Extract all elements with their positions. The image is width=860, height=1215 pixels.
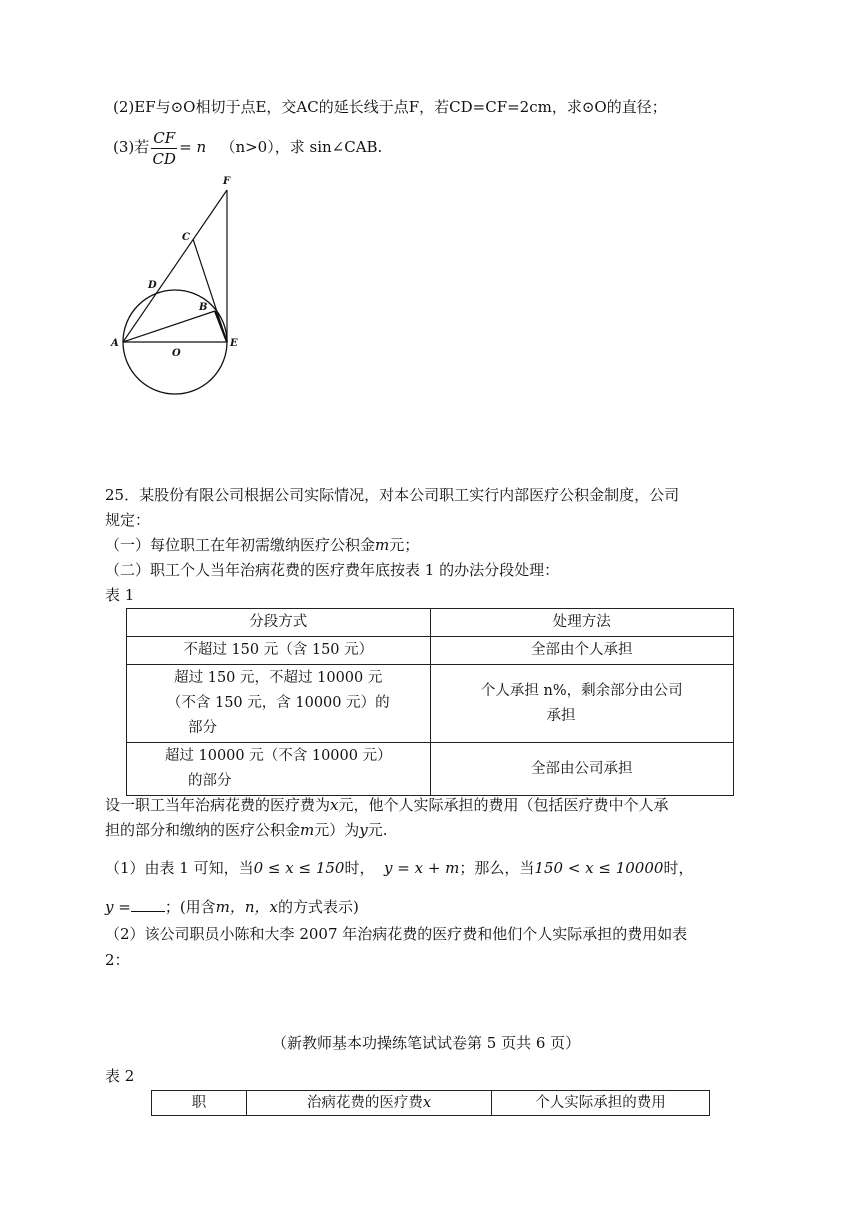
table-row	[127, 637, 734, 665]
cell-line: 超过 150 元，不超过 10000 元	[174, 670, 383, 686]
desc-text: 设一职工当年治病花费的医疗费为	[105, 796, 331, 814]
desc-text: 元）为	[314, 821, 360, 839]
cell-line: 超过 10000 元（不含 10000 元）	[164, 748, 392, 764]
fraction-numerator: CF	[153, 128, 176, 147]
rule1-unit: 元；	[389, 536, 420, 554]
cell-line: （不含 150 元，含 10000 元）的	[166, 695, 390, 711]
fraction-denominator: CD	[152, 149, 176, 168]
table-header-cell: 处理方法	[430, 609, 734, 637]
header-text: 治病花费的医疗费	[306, 1095, 423, 1111]
table-cell	[127, 743, 431, 796]
table-row	[127, 743, 734, 796]
table-header-cell: 职	[152, 1091, 247, 1116]
var-y: y	[359, 821, 368, 839]
geometry-figure	[105, 170, 255, 405]
rule1-text: （一）每位职工在年初需缴纳医疗公积金	[105, 536, 376, 554]
sub1-condition-1: 0 ≤ x ≤ 150	[253, 859, 345, 877]
desc-text: 元，他个人实际承担的费用（包括医疗费中个人承	[338, 796, 669, 814]
q25-desc-line2	[105, 820, 388, 840]
q24-part3	[113, 126, 382, 169]
sub1-condition-2: 150 < x ≤ 10000	[534, 859, 664, 877]
cell-line: 部分	[188, 720, 217, 736]
table-header-cell: 分段方式	[127, 609, 431, 637]
label-a: A	[111, 338, 119, 349]
desc-text: 担的部分和缴纳的医疗公积金	[105, 821, 301, 839]
sub1-hint: ；(用含	[164, 898, 216, 916]
table-cell	[430, 665, 734, 743]
cell-line: 承担	[546, 707, 576, 724]
sub1-equation: y = x + m	[384, 859, 460, 877]
q25-sub2-line1: （2）该公司职员小陈和大李 2007 年治病花费的医疗费和他们个人实际承担的费用如表	[105, 925, 688, 943]
sub1-text: 时，	[663, 859, 694, 877]
q25-sub1	[105, 858, 693, 878]
var-m: m	[300, 821, 315, 839]
label-e: E	[230, 338, 238, 349]
line-af	[123, 190, 227, 342]
q25-sub1-line2	[105, 897, 359, 917]
q25-rule1	[105, 535, 419, 555]
table1-label: 表 1	[105, 586, 135, 604]
q24-part2: (2)EF与⊙O相切于点E，交AC的延长线于点F，若CD=CF=2cm，求⊙O的直径；	[113, 98, 667, 116]
table-cell	[127, 665, 431, 743]
table-1	[126, 608, 734, 796]
var-m: m	[375, 536, 390, 554]
q25-sub2-line2: 2：	[105, 951, 130, 969]
desc-text: 元.	[367, 821, 388, 839]
q25-intro-line2: 规定：	[105, 511, 151, 529]
answer-blank	[131, 897, 165, 912]
q25-desc-line1	[105, 795, 669, 815]
table2-label: 表 2	[105, 1067, 135, 1085]
answer-lhs: y =	[105, 898, 131, 916]
sub1-hint: 的方式表示)	[278, 898, 359, 916]
q25-intro-line1: 25．某股份有限公司根据公司实际情况，对本公司职工实行内部医疗公积金制度，公司	[105, 486, 680, 504]
table-header-row	[152, 1091, 710, 1116]
table-header-cell: 个人实际承担的费用	[492, 1091, 710, 1116]
table-2	[151, 1090, 710, 1116]
sub1-text: （1）由表 1 可知，当	[105, 859, 254, 877]
table-header-row	[127, 609, 734, 637]
page-footer: （新教师基本功操练笔试试卷第 5 页共 6 页）	[272, 1034, 581, 1052]
fraction-cf-cd	[151, 128, 177, 169]
label-o: O	[172, 348, 181, 359]
label-d: D	[148, 280, 157, 291]
label-c: C	[182, 232, 190, 243]
table-cell: 全部由公司承担	[430, 743, 734, 796]
table-cell: 不超过 150 元（含 150 元）	[127, 637, 431, 665]
var-x: x	[422, 1095, 432, 1111]
cell-line: 的部分	[188, 773, 232, 789]
q24-part3-eq: = n	[179, 138, 207, 156]
cell-line: 个人承担 n%，剩余部分由公司	[480, 682, 683, 699]
sub1-vars: m，n，x	[215, 898, 279, 916]
sub1-text: ；那么，当	[459, 859, 535, 877]
var-x: x	[330, 796, 339, 814]
table-row	[127, 665, 734, 743]
line-ab	[123, 311, 215, 342]
q24-part3-suffix: （n>0），求 sin∠CAB.	[220, 138, 383, 156]
sub1-text: 时，	[344, 859, 375, 877]
label-f: F	[223, 176, 231, 187]
q24-part3-prefix: (3)若	[113, 138, 150, 156]
q25-rule2: （二）职工个人当年治病花费的医疗费年底按表 1 的办法分段处理：	[105, 561, 560, 579]
label-b: B	[199, 302, 208, 313]
table-header-cell	[247, 1091, 492, 1116]
table-cell: 全部由个人承担	[430, 637, 734, 665]
